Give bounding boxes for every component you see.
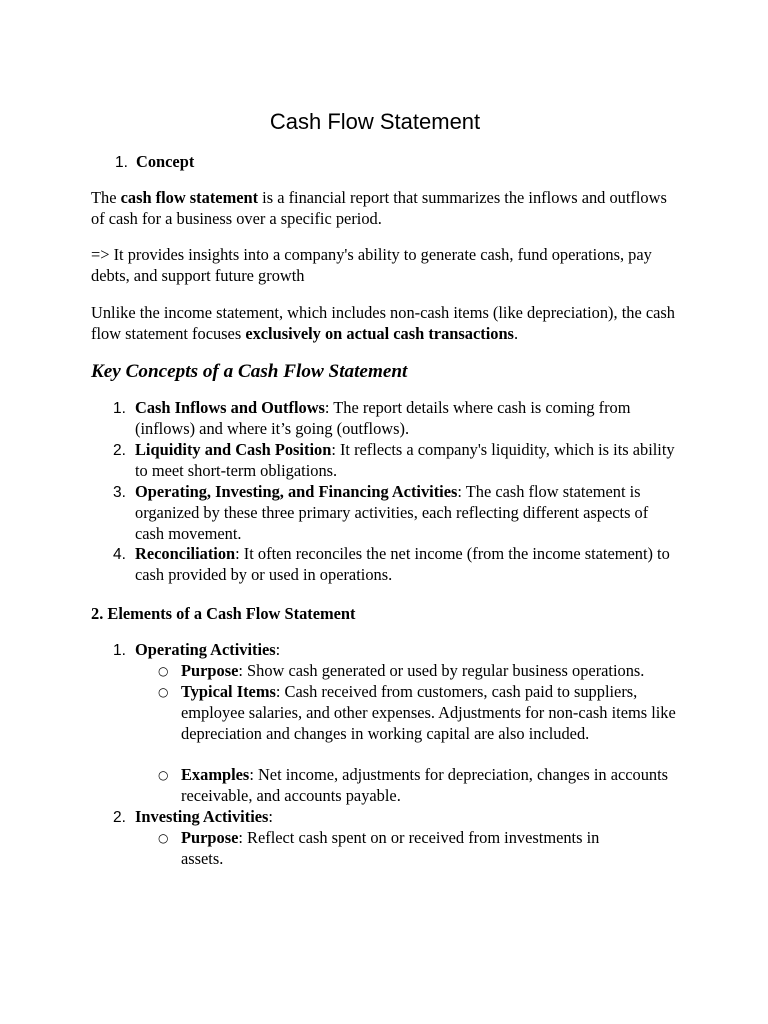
list-item-number: 2. — [113, 442, 126, 459]
list-item-text: : The cash flow statement is organized by these three primary activities, each reflecting different aspects of cash movement. — [135, 482, 649, 543]
list-item-heading — [135, 806, 675, 827]
list-item-number: 2. — [113, 809, 126, 826]
sub-item-term: Purpose — [181, 661, 239, 680]
sub-item-text: : Cash received from customers, cash paid to suppliers, employee salaries, and other expenses. Adjustments for non-cash items like depreciation and changes in working capital are also included. — [181, 682, 676, 743]
list-item-heading — [135, 639, 675, 660]
paragraph-definition — [91, 187, 681, 229]
list-item-term: Operating, Investing, and Financing Activities — [135, 482, 458, 501]
sub-list-item — [181, 827, 641, 869]
sub-item-text: : Net income, adjustments for depreciation, changes in accounts receivable, and accounts payable. — [181, 765, 669, 805]
list-item-text: : It often reconciles the net income (from the income statement) to cash provided by or used in operations. — [135, 544, 670, 584]
circle-bullet-icon: ○ — [158, 768, 169, 782]
sub-item-text: : Reflect cash spent on or received from investments in assets. — [181, 828, 600, 868]
section-heading-concept: Concept — [136, 152, 195, 171]
paragraph-text: is a financial report that summarizes the inflows and outflows of cash for a business over a specific period. — [91, 188, 667, 228]
paragraph-insights: => It provides insights into a company's ability to generate cash, fund operations, pay debts, and support future growth — [91, 245, 652, 285]
list-item — [135, 439, 675, 481]
list-item-term: Liquidity and Cash Position — [135, 440, 332, 459]
paragraph-bold-term: cash flow statement — [120, 188, 259, 207]
list-item-number: 1. — [113, 642, 126, 659]
list-item-number: 1. — [113, 400, 126, 417]
sub-list-item — [181, 660, 681, 681]
paragraph-text: The — [91, 188, 121, 207]
paragraph-text: . — [513, 324, 519, 343]
sub-item-term: Examples — [181, 765, 250, 784]
paragraph-text: Unlike the income statement, which includes non-cash items (like depreciation), the cash flow statement focuses — [91, 303, 675, 343]
list-item — [135, 543, 675, 585]
list-item-term: Operating Activities — [135, 640, 276, 659]
page-title: Cash Flow Statement — [269, 109, 481, 134]
list-item — [135, 397, 675, 439]
circle-bullet-icon: ○ — [158, 685, 169, 699]
list-item-term: Investing Activities — [135, 807, 269, 826]
list-item-number: 4. — [113, 546, 126, 563]
paragraph-unlike — [91, 302, 681, 344]
list-item-text: : — [268, 807, 273, 826]
list-item — [135, 481, 675, 544]
sub-item-text: : Show cash generated or used by regular business operations. — [238, 661, 645, 680]
sub-item-term: Purpose — [181, 828, 239, 847]
list-item-number: 3. — [113, 484, 126, 501]
list-item-term: Reconciliation — [135, 544, 236, 563]
sub-list-item — [181, 681, 681, 744]
circle-bullet-icon: ○ — [158, 664, 169, 678]
sub-item-term: Typical Items — [181, 682, 276, 701]
key-concepts-heading: Key Concepts of a Cash Flow Statement — [91, 361, 408, 382]
list-item-text: : The report details where cash is coming from (inflows) and where it’s going (outflows). — [135, 398, 631, 438]
list-item-term: Cash Inflows and Outflows — [135, 398, 325, 417]
list-item-text: : It reflects a company's liquidity, which is its ability to meet short-term obligations. — [135, 440, 675, 480]
section-number: 1. — [115, 154, 128, 171]
paragraph-bold-term: exclusively on actual cash transactions — [245, 324, 514, 343]
sub-list-item — [181, 764, 681, 806]
list-item-text: : — [275, 640, 281, 659]
section-heading-elements: 2. Elements of a Cash Flow Statement — [91, 604, 356, 623]
circle-bullet-icon: ○ — [158, 831, 169, 845]
